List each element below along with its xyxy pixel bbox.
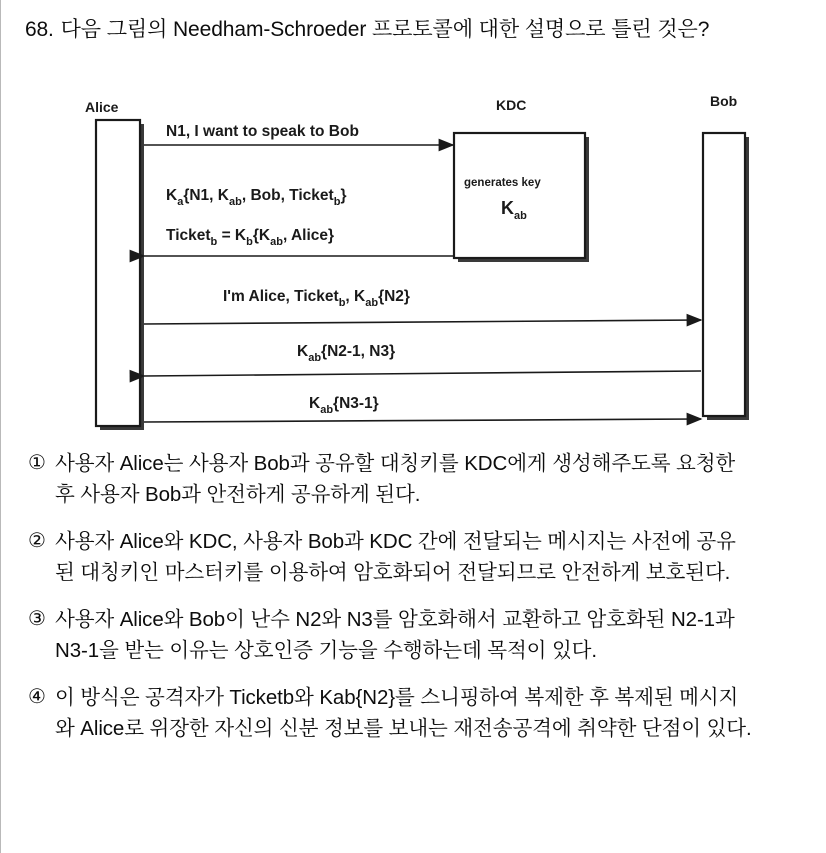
choice-3[interactable]	[25, 604, 815, 666]
answer-choices	[25, 448, 815, 760]
actor-label-kdc: KDC	[496, 97, 527, 113]
choice-text-4: 이 방식은 공격자가 Ticketb와 Kab{N2}를 스니핑하여 복제한 후 복제된 메시지와 Alice로 위장한 자신의 신분 정보를 보내는 재전송공격에 취약한 단점이 있다.	[55, 686, 752, 740]
lifeline-alice	[96, 120, 140, 426]
choice-2[interactable]	[25, 526, 815, 588]
kdc-box	[454, 133, 585, 258]
question-text: 다음 그림의 Needham-Schroeder 프로토콜에 대한 설명으로 틀린 것은?	[60, 18, 710, 41]
choice-text-3: 사용자 Alice와 Bob이 난수 N2와 N3를 암호화해서 교환하고 암호화된 N2-1과 N3-1을 받는 이유는 상호인증 기능을 수행하는데 목적이 있다.	[55, 608, 735, 662]
choice-marker-4: ④	[28, 686, 46, 708]
question-block	[25, 14, 815, 45]
lifeline-bob	[703, 133, 745, 416]
actor-label-alice: Alice	[85, 99, 119, 115]
choice-4[interactable]	[25, 682, 815, 744]
message-4-arrow	[144, 371, 701, 376]
choice-marker-2: ②	[28, 530, 46, 552]
message-2-line-2: Ticket$_b$ = $K_b\{K_{ab}$, Alice}	[166, 227, 335, 248]
message-5-arrow	[144, 419, 701, 422]
choice-text-1: 사용자 Alice는 사용자 Bob과 공유할 대칭키를 KDC에게 생성해주도록 요청한 후 사용자 Bob과 안전하게 공유하게 된다.	[55, 452, 736, 506]
message-3-arrow	[144, 320, 701, 324]
kdc-key-label: $K_{ab}$	[501, 198, 527, 222]
choice-marker-3: ③	[28, 608, 46, 630]
message-4-label: $K_{ab}\{N2-1$, N3}	[297, 343, 396, 364]
message-3-label: I'm Alice, Ticket$_b$, $K_{ab}\{N2\}$	[223, 288, 410, 309]
kdc-generates-key-note: generates key	[464, 177, 541, 189]
actor-label-bob: Bob	[710, 93, 738, 109]
choice-marker-1: ①	[28, 452, 46, 474]
message-5-label: $K_{ab}\{N3-1\}$	[309, 395, 379, 416]
message-1-label: N1, I want to speak to Bob	[166, 123, 359, 140]
question-number: 68.	[25, 18, 54, 41]
choice-1[interactable]	[25, 448, 815, 510]
choice-text-2: 사용자 Alice와 KDC, 사용자 Bob과 KDC 간에 전달되는 메시지는 사전에 공유된 대칭키인 마스터키를 이용하여 암호화되어 전달되므로 안전하게 보호된다.	[55, 530, 736, 584]
protocol-sequence-diagram	[1, 88, 826, 438]
message-2-line-1: $K_a\{N1$, $K_{ab}$, Bob, Ticket$_b$}	[166, 187, 347, 208]
